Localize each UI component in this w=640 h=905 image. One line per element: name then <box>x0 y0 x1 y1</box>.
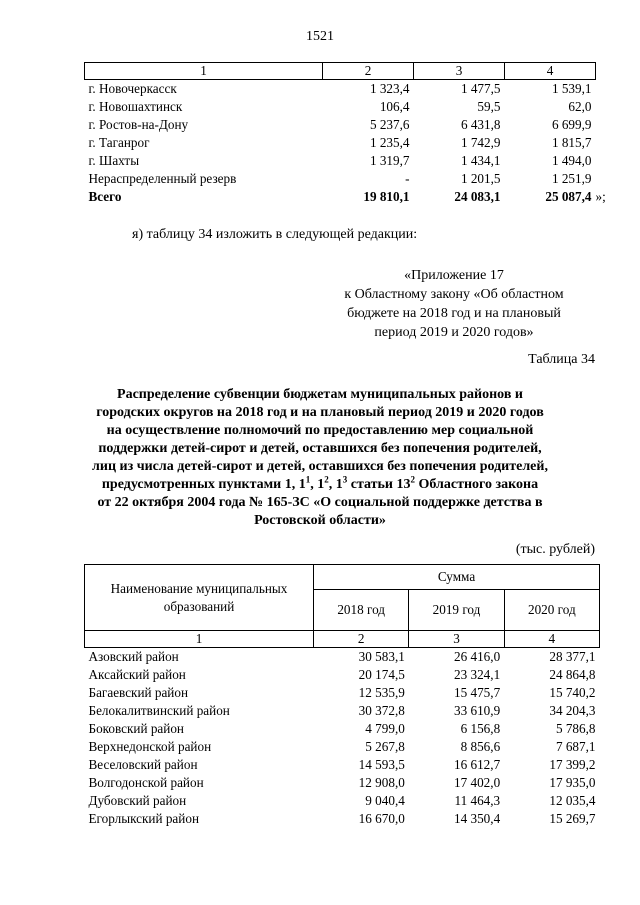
value-2019: 6 156,8 <box>460 721 501 736</box>
value-2018: 20 174,5 <box>358 667 405 682</box>
value-2018: 30 583,1 <box>358 649 405 664</box>
column-header-2020: 2020 год <box>504 590 599 631</box>
value-2019: 26 416,0 <box>454 649 501 664</box>
municipality-name: Белокалитвинский район <box>88 703 230 718</box>
table-row <box>85 170 596 188</box>
value-2020: 1 251,9 <box>551 171 592 186</box>
table-row <box>85 702 600 720</box>
table-row <box>85 648 600 667</box>
value-2019: 8 856,6 <box>460 739 501 754</box>
table-row <box>85 98 596 116</box>
value-2020: 62,0 <box>568 99 592 114</box>
municipality-name: г. Таганрог <box>88 135 150 150</box>
table-row <box>85 720 600 738</box>
value-2018: 9 040,4 <box>365 793 405 808</box>
column-header-sum: Сумма <box>314 565 600 590</box>
table-row <box>85 134 596 152</box>
value-2020: 1 539,1 <box>551 81 592 96</box>
value-2018: - <box>405 171 410 186</box>
value-2018: 106,4 <box>379 99 410 114</box>
col-number-4: 4 <box>504 631 599 648</box>
title-line: городских округов на 2018 год и на плановый период 2019 и 2020 годов <box>96 405 544 420</box>
column-header-name: Наименование муниципальных образований <box>85 565 314 631</box>
value-2020: 24 864,8 <box>549 667 596 682</box>
value-2020: 6 699,9 <box>551 117 592 132</box>
value-2020: 34 204,3 <box>549 703 596 718</box>
col-number-1: 1 <box>85 631 314 648</box>
title-line: поддержки детей-сирот и детей, оставшихся без попечения родителей, <box>98 441 542 456</box>
value-2020: 17 399,2 <box>549 757 596 772</box>
amendment-paragraph: я) таблицу 34 изложить в следующей редакции: <box>132 227 418 242</box>
table-row <box>85 152 596 170</box>
value-2019: 33 610,9 <box>454 703 501 718</box>
value-2020: 7 687,1 <box>555 739 596 754</box>
table-row <box>85 80 596 99</box>
value-2019: 59,5 <box>477 99 501 114</box>
value-2019: 1 201,5 <box>460 171 501 186</box>
municipality-name: Азовский район <box>88 649 179 664</box>
value-2019: 24 083,1 <box>454 189 501 204</box>
value-2020: 15 269,7 <box>549 811 596 826</box>
units-label: (тыс. рублей) <box>515 542 595 557</box>
table-row <box>85 792 600 810</box>
value-2019: 15 475,7 <box>454 685 501 700</box>
value-2019: 1 742,9 <box>460 135 501 150</box>
municipality-name: Дубовский район <box>88 793 187 808</box>
value-2020: 12 035,4 <box>549 793 596 808</box>
col-number-4: 4 <box>505 63 596 80</box>
title-line: Ростовской области» <box>254 513 386 528</box>
municipality-name: г. Шахты <box>88 153 140 168</box>
column-header-2018: 2018 год <box>314 590 409 631</box>
value-2019: 23 324,1 <box>454 667 501 682</box>
title-line: на осуществление полномочий по предоставлению мер социальной <box>106 423 534 438</box>
table-header-row <box>85 63 596 80</box>
table-row <box>85 810 600 828</box>
value-2018: 30 372,8 <box>358 703 405 718</box>
value-2020: 25 087,4 »; <box>545 189 606 204</box>
value-2020: 28 377,1 <box>549 649 596 664</box>
value-2020: 5 786,8 <box>555 721 596 736</box>
value-2018: 14 593,5 <box>358 757 405 772</box>
table-row <box>85 684 600 702</box>
value-2018: 16 670,0 <box>358 811 405 826</box>
title-line: лиц из числа детей-сирот и детей, оставшихся без попечения родителей, <box>92 459 548 474</box>
municipality-name: Нераспределенный резерв <box>88 171 237 186</box>
title-line: Распределение субвенции бюджетам муниципальных районов и <box>117 387 523 402</box>
table-row <box>85 116 596 134</box>
table-row <box>85 756 600 774</box>
table-title <box>72 386 568 530</box>
table-row <box>85 738 600 756</box>
appendix-line: период 2019 и 2020 годов» <box>374 325 534 340</box>
col-number-2: 2 <box>314 631 409 648</box>
col-number-1: 1 <box>85 63 323 80</box>
page-number: 1521 <box>306 29 334 44</box>
title-line: от 22 октября 2004 года № 165-ЗС «О социальной поддержке детства в <box>97 495 543 510</box>
col-number-2: 2 <box>323 63 414 80</box>
municipality-name: Багаевский район <box>88 685 189 700</box>
appendix-line: бюджете на 2018 год и на плановый <box>347 306 561 321</box>
title-line: предусмотренных пунктами 1, $1^1$, $1^2$, $1^3$ статьи $13^2$ Областного закона <box>101 474 539 492</box>
value-2020: 17 935,0 <box>549 775 596 790</box>
column-header-2019: 2019 год <box>409 590 504 631</box>
value-2018: 12 908,0 <box>358 775 405 790</box>
appendix-line: «Приложение 17 <box>404 268 504 283</box>
table-row <box>85 666 600 684</box>
value-2018: 1 235,4 <box>369 135 410 150</box>
municipality-name: Веселовский район <box>88 757 198 772</box>
value-2018: 5 267,8 <box>365 739 405 754</box>
municipality-name: Боковский район <box>88 721 184 736</box>
municipality-name: Всего <box>88 189 122 204</box>
municipality-name: Аксайский район <box>88 667 186 682</box>
value-2019: 1 477,5 <box>460 81 501 96</box>
value-2018: 5 237,6 <box>369 117 410 132</box>
municipality-name: г. Новочеркасск <box>88 81 177 96</box>
municipality-name: Верхнедонской район <box>88 739 212 754</box>
appendix-line: к Областному закону «Об областном <box>344 287 564 302</box>
value-2019: 14 350,4 <box>454 811 501 826</box>
municipality-name: Егорлыкский район <box>88 811 199 826</box>
value-2018: 1 319,7 <box>369 153 410 168</box>
value-2018: 19 810,1 <box>363 189 410 204</box>
value-2019: 11 464,3 <box>454 793 501 808</box>
table-row <box>85 774 600 792</box>
municipality-name: г. Ростов-на-Дону <box>88 117 189 132</box>
quote-close: »; <box>595 189 606 204</box>
value-2020: 15 740,2 <box>549 685 596 700</box>
appendix-reference <box>330 266 578 342</box>
col-number-3: 3 <box>414 63 505 80</box>
value-2020: 1 494,0 <box>551 153 592 168</box>
value-2019: 16 612,7 <box>454 757 501 772</box>
value-2018: 12 535,9 <box>358 685 405 700</box>
subvention-table <box>84 564 600 828</box>
table-label: Таблица 34 <box>528 352 595 367</box>
value-2018: 1 323,4 <box>369 81 410 96</box>
value-2019: 1 434,1 <box>460 153 501 168</box>
municipality-name: Волгодонской район <box>88 775 204 790</box>
col-number-3: 3 <box>409 631 504 648</box>
budget-table-continuation <box>84 62 606 206</box>
municipality-name: г. Новошахтинск <box>88 99 183 114</box>
value-2019: 17 402,0 <box>454 775 501 790</box>
value-2019: 6 431,8 <box>460 117 501 132</box>
total-row <box>85 188 596 206</box>
value-2020: 1 815,7 <box>551 135 592 150</box>
value-2018: 4 799,0 <box>365 721 405 736</box>
